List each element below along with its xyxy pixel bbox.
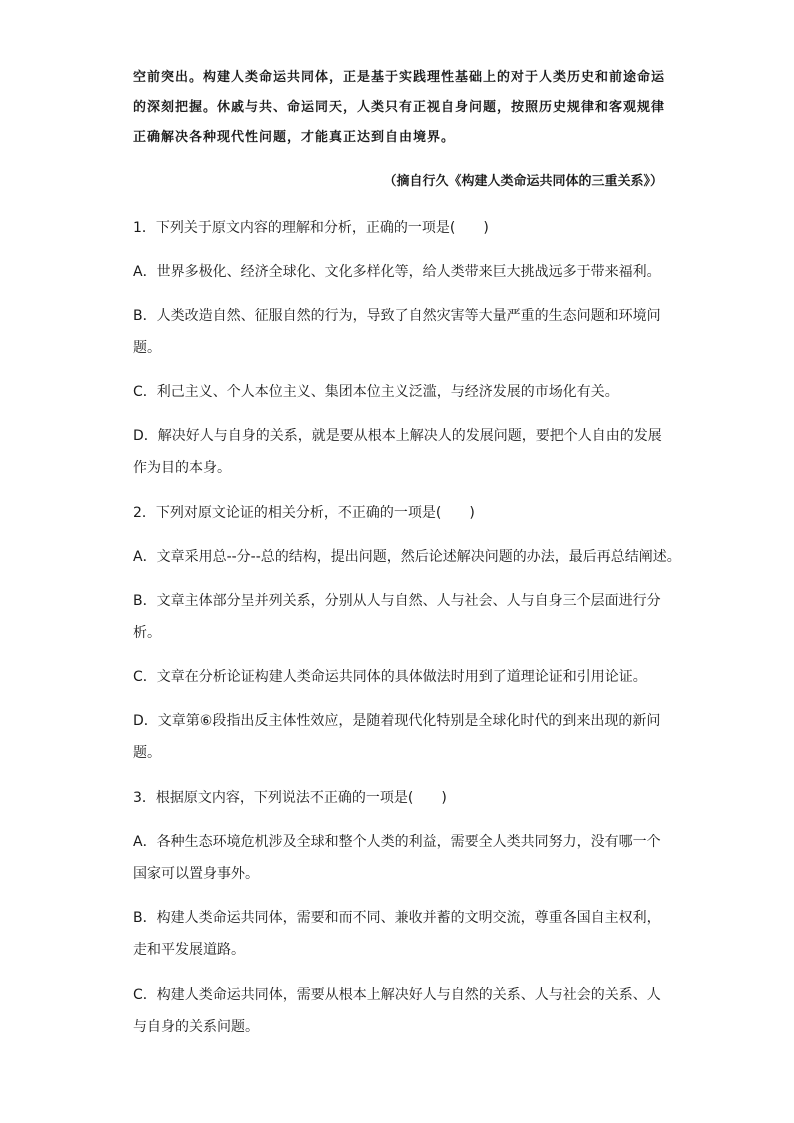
question-3-option-c-cont: 与自身的关系问题。 [133, 1019, 259, 1035]
question-3-option-a-cont: 国家可以置身事外。 [133, 866, 259, 882]
intro-paragraph [133, 63, 665, 153]
question-1-option-b: B．人类改造自然、征服自然的行为，导致了自然灾害等大量严重的生态问题和环境问 [133, 308, 661, 324]
question-3-option-b-cont: 走和平发展道路。 [133, 942, 245, 958]
question-2-option-b-cont: 析。 [133, 625, 161, 641]
question-1-option-c: C．利己主义、个人本位主义、集团本位主义泛滥，与经济发展的市场化有关。 [133, 384, 619, 400]
question-2-stem: 2．下列对原文论证的相关分析，不正确的一项是( ) [133, 505, 475, 521]
question-2-option-d-cont: 题。 [133, 745, 161, 761]
question-3-stem: 3．根据原文内容，下列说法不正确的一项是( ) [133, 790, 447, 806]
question-1-option-b-cont: 题。 [133, 340, 161, 356]
question-3-option-c: C．构建人类命运共同体，需要从根本上解决好人与自然的关系、人与社会的关系、人 [133, 987, 661, 1003]
intro-line: 空前突出。构建人类命运共同体，正是基于实践理性基础上的对于人类历史和前途命运 [133, 70, 666, 85]
question-1-option-a: A．世界多极化、经济全球化、文化多样化等，给人类带来巨大挑战远多于带来福利。 [133, 264, 661, 280]
question-1-option-d: D．解决好人与自身的关系，就是要从根本上解决人的发展问题，要把个人自由的发展 [133, 428, 662, 444]
question-3-option-a: A．各种生态环境危机涉及全球和整个人类的利益，需要全人类共同努力，没有哪一个 [133, 834, 661, 850]
question-2-option-d: D．文章第⑥段指出反主体性效应，是随着现代化特别是全球化时代的到来出现的新问 [133, 713, 661, 729]
question-2-option-c: C．文章在分析论证构建人类命运共同体的具体做法时用到了道理论证和引用论证。 [133, 669, 647, 685]
question-2-option-a: A．文章采用总--分--总的结构，提出问题，然后论述解决问题的办法，最后再总结阐述。 [133, 549, 681, 565]
question-1-option-d-cont: 作为目的本身。 [133, 460, 231, 476]
intro-line: 正确解决各种现代性问题，才能真正达到自由境界。 [133, 130, 456, 145]
source-citation: （摘自行久《构建人类命运共同体的三重关系》） [383, 174, 663, 189]
question-1-stem: 1．下列关于原文内容的理解和分析，正确的一项是( ) [133, 220, 489, 236]
question-3-option-b: B．构建人类命运共同体，需要和而不同、兼收并蓄的文明交流，尊重各国自主权利， [133, 910, 661, 926]
intro-line: 的深刻把握。休戚与共、命运同天，人类只有正视自身问题，按照历史规律和客观规律 [133, 100, 666, 115]
question-2-option-b: B．文章主体部分呈并列关系，分别从人与自然、人与社会、人与自身三个层面进行分 [133, 593, 661, 609]
